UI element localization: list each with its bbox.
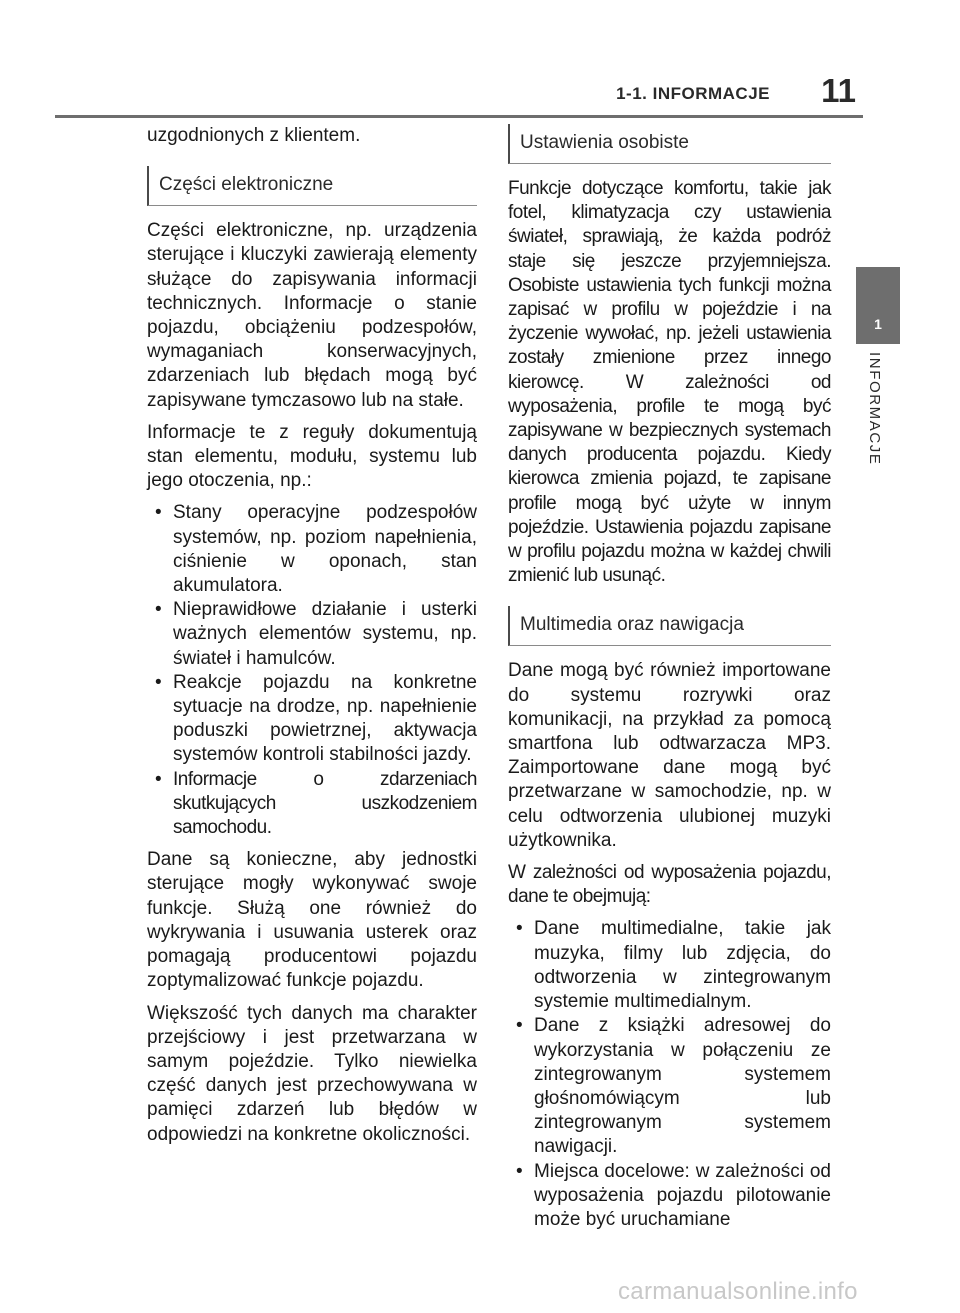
chapter-tab: 1: [856, 267, 900, 344]
page-number: 11: [821, 72, 856, 109]
data-documentation-paragraph: Informacje te z reguły dokumentują stan elementu, modułu, systemu lub jego otoczenia, np.:: [147, 421, 477, 492]
list-item-text: Dane multimedialne, takie jak muzyka, filmy lub zdjęcia, do odtworzenia w zintegrowanym systemie multimedialnym.: [534, 918, 831, 1013]
watermark: carmanualsonline.info: [618, 1278, 858, 1305]
left-bullet-list: [147, 501, 477, 840]
electronic-parts-paragraph: Części elektroniczne, np. urządzenia sterujące i kluczyki zawierają elementy służące do zapisywania informacji technicznych. Informacje o stanie pojazdu, obciążeniu podzespołów, wymaganiach konserwacyjnych, zdarzeniach lub błędach mogą być zapisywane tymczasowo lub na stałe.: [147, 220, 477, 411]
chapter-tab-label: INFORMACJE: [866, 352, 883, 466]
list-item: [508, 1014, 831, 1159]
list-item: [508, 1160, 831, 1233]
section-title: 1-1. INFORMACJE: [616, 84, 770, 103]
list-item-text: Stany operacyjne podzespołów systemów, np. poziom napełnienia, ciśnienie w oponach, stan akumulatora.: [173, 502, 477, 597]
list-item: [147, 768, 477, 841]
bullet-icon: •: [516, 918, 523, 940]
multimedia-paragraph: Dane mogą być również importowane do systemu rozrywki oraz komunikacji, na przykład za pomocą smartfona lub odtwarzacza MP3. Zaimportowane dane mogą być przetwarzane w samochodzie, np. w celu odtworzenia ulubionej muzyki użytkownika.: [508, 660, 831, 851]
bullet-icon: •: [155, 599, 162, 621]
intro-paragraph: uzgodnionych z klientem.: [147, 125, 361, 146]
equipment-paragraph: W zależności od wyposażenia pojazdu, dane te obejmują:: [508, 862, 831, 908]
list-item-text: Nieprawidłowe działanie i usterki ważnych elementów systemu, np. świateł i hamulców.: [173, 599, 477, 669]
list-item-text: Informacje o zdarzeniach skutkujących uszkodzeniem samochodu.: [173, 768, 477, 839]
heading-personal-settings: Ustawienia osobiste: [508, 124, 831, 164]
bullet-icon: •: [516, 1160, 523, 1182]
list-item: [147, 671, 477, 768]
heading-multimedia-navigation: Multimedia oraz nawigacja: [508, 606, 831, 646]
list-item: [147, 598, 477, 671]
data-necessity-paragraph: Dane są konieczne, aby jednostki sterujące mogły wykonywać swoje funkcje. Służą one również do wykrywania i usuwania usterek oraz pomagają producentowi pojazdu zoptymalizować funkcje pojazdu.: [147, 849, 477, 992]
list-item-text: Dane z książki adresowej do wykorzystania w połączeniu ze zintegrowanym systemem głośnomówiącym lub zintegrowanym systemem nawigacji.: [534, 1015, 831, 1158]
data-storage-paragraph: Większość tych danych ma charakter przejściowy i jest przetwarzana w samym pojeździe. Tylko niewielka część danych jest przechowywana w pamięci zdarzeń lub błędów w odpowiedzi na konkretne okoliczności.: [147, 1002, 477, 1145]
list-item: [508, 917, 831, 1014]
personal-settings-paragraph: Funkcje dotyczące komfortu, takie jak fotel, klimatyzacja czy ustawienia świateł, sprawiają, że każda podróż staje się jeszcze przyjemniejsza. Osobiste ustawienia tych funkcji można zapisać w profilu w pojeździe i na życzenie wywołać, np. jeżeli ustawienia zostały zmienione przez innego kierowcę. W zależności od wyposażenia, profile te mogą być zapisywane w bezpiecznych systemach danych producenta pojazdu. Kiedy kierowca zmienia pojazd, te zapisane profile mogą być użyte w innym pojeździe. Ustawienia pojazdu zapisane w profilu pojazdu można w każdej chwili zmienić lub usunąć.: [508, 178, 831, 587]
right-column: [508, 124, 831, 1240]
left-column: [147, 124, 477, 1155]
header-divider: [55, 115, 863, 118]
heading-electronic-parts: Części elektroniczne: [147, 166, 477, 206]
bullet-icon: •: [516, 1015, 523, 1037]
bullet-icon: •: [155, 671, 162, 693]
bullet-icon: •: [155, 768, 162, 790]
list-item: [147, 501, 477, 598]
right-bullet-list: [508, 917, 831, 1232]
list-item-text: Reakcje pojazdu na konkretne sytuacje na drodze, np. napełnienie poduszki powietrznej, aktywacja systemów kontroli stabilności jazdy.: [173, 671, 477, 766]
bullet-icon: •: [155, 502, 162, 524]
list-item-text: Miejsca docelowe: w zależności od wyposażenia pojazdu pilotowanie może być uruchamiane: [534, 1160, 831, 1230]
